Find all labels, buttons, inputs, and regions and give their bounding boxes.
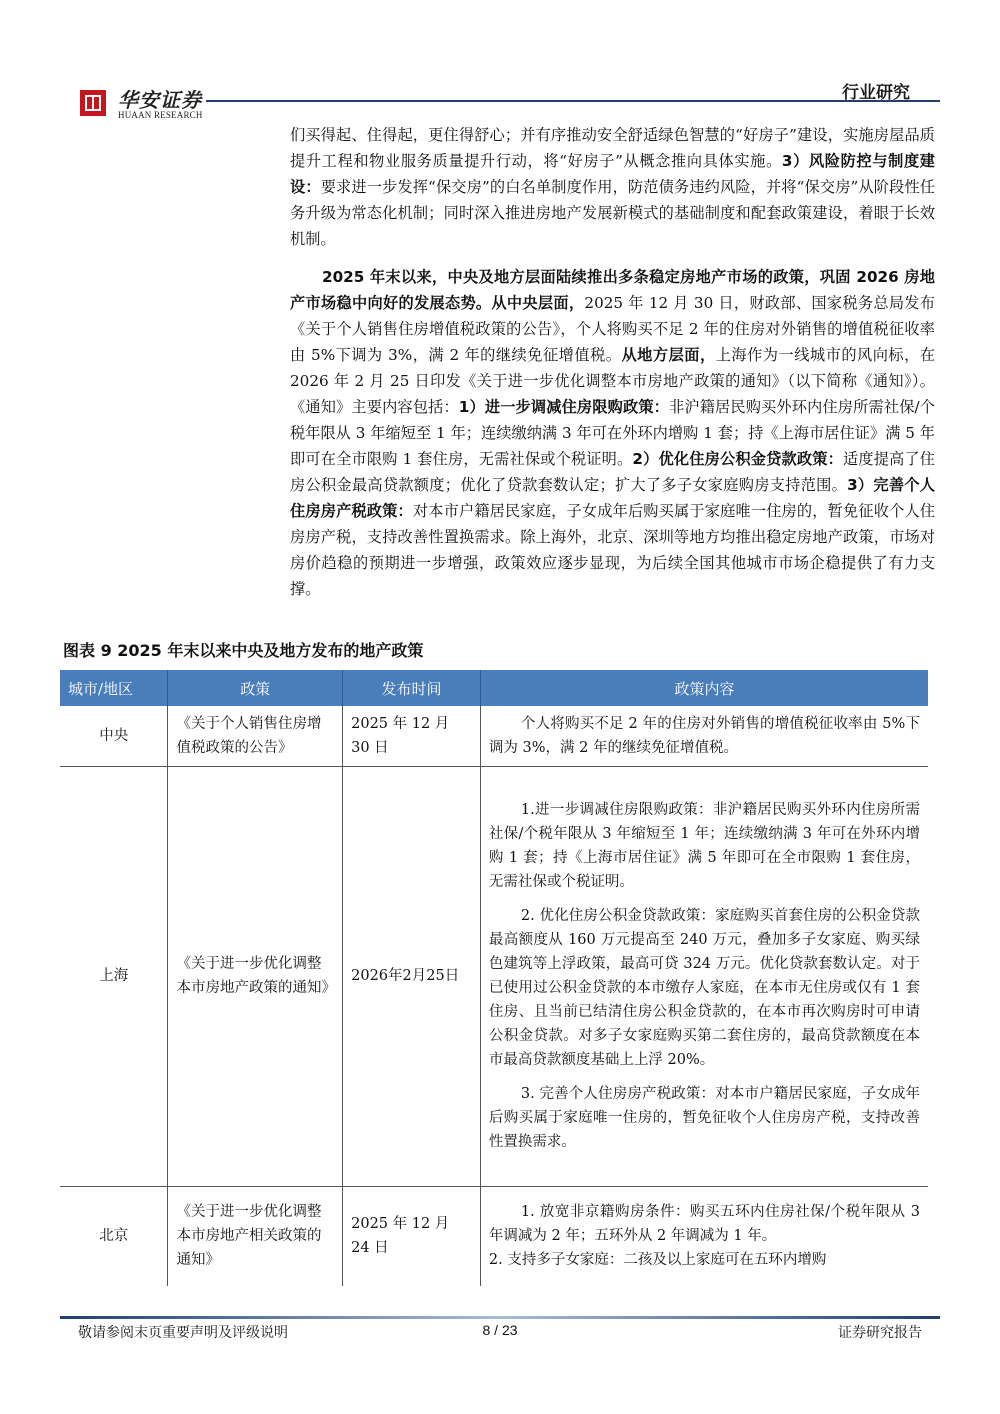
p2-bold-local: 从地方层面， <box>621 346 716 364</box>
p1-bold-heading: 3）风险防控与制度建设： <box>290 152 935 196</box>
footer-disclaimer: 敬请参阅末页重要声明及评级说明 <box>78 1325 288 1341</box>
cell-policy: 《关于进一步优化调整本市房地产相关政策的通知》 <box>168 1186 343 1286</box>
p2-text-item1: 非沪籍居民购买外环内住房所需社保/个税年限从 3 年缩短至 1 年；连续缴纳满 3 年可在外环内增购 1 套；持《上海市居住证》满 5 年即可在全市限购 1 套住房，无需社保或个税证明。 <box>290 398 935 468</box>
cell-date: 2025 年 12 月 30 日 <box>343 706 481 766</box>
page-header <box>60 82 940 122</box>
p2-text-item2: 适度提高了住房公积金最高贷款额度；优化了贷款套数认定；扩大了多子女家庭购房支持范围。 <box>290 450 935 494</box>
content-item: 2. 支持多子女家庭：二孩及以上家庭可在五环内增购 <box>488 1252 827 1269</box>
footer-divider <box>60 1316 940 1319</box>
cell-content <box>480 706 928 766</box>
content-item: 1. 放宽非京籍购房条件：购买五环内住房社保/个税年限从 3 年调减为 2 年；五环外从 2 年调减为 1 年。 <box>488 1204 920 1245</box>
table-row <box>60 706 928 766</box>
p2-bold-item3: 3）完善个人住房房产税政策： <box>290 476 935 520</box>
cell-region: 中央 <box>60 706 168 766</box>
content-item: 1.进一步调减住房限购政策：非沪籍居民购买外环内住房所需社保/个税年限从 3 年缩短至 1 年；连续缴纳满 3 年可在外环内增购 1 套；持《上海市居住证》满 5 年即可在全市限购 1 套住房，无需社保或个税证明。 <box>488 802 920 890</box>
logo-name-cn: 华安证券 <box>118 88 202 112</box>
p1-text-rest: 要求进一步发挥“保交房”的白名单制度作用，防范债务违约风险，并将“保交房”从阶段性任务升级为常态化机制；同时深入推进房地产发展新模式的基础制度和配套政策建设，着眼于长效机制。 <box>290 178 936 248</box>
cell-date: 2026年2月25日 <box>343 766 481 1186</box>
policy-table <box>60 670 928 1286</box>
cell-date: 2025 年 12 月 24 日 <box>343 1186 481 1286</box>
paragraph-2 <box>290 264 935 602</box>
col-header-region: 城市/地区 <box>60 670 168 706</box>
header-divider <box>206 100 940 102</box>
section-label: 行业研究 <box>842 83 910 103</box>
p2-bold-lead: 2025 年末以来，中央及地方层面陆续推出多条稳定房地产市场的政策，巩固 2026 房地产市场稳中向好的发展态势。从中央层面， <box>290 268 935 312</box>
col-header-policy: 政策 <box>168 670 343 706</box>
figure-title: 图表 9 2025 年末以来中央及地方发布的地产政策 <box>63 641 424 660</box>
p1-text: 们买得起、住得起，更住得舒心；并有序推动安全舒适绿色智慧的“好房子”建设，实施房屋品质提升工程和物业服务质量提升行动，将“好房子”从概念推向具体实施。 <box>290 126 935 170</box>
content-item: 2. 优化住房公积金贷款政策：家庭购买首套住房的公积金贷款最高额度从 160 万元提高至 240 万元，叠加多子女家庭、购买绿色建筑等上浮政策，最高可贷 324 万元。优化贷款套数认定。对于已使用过公积金贷款的本市缴存人家庭，在本市无住房或仅有 1 套住房、且当前已结清住房公积金贷款的，在本市再次购房时可申请公积金贷款。对多子女家庭购买第二套住房的，最高贷款额度在本市最高贷款额度基础上上浮 20%。 <box>488 908 920 1068</box>
table-header-row <box>60 670 928 706</box>
footer-doc-type: 证券研究报告 <box>838 1325 922 1341</box>
p2-bold-item1: 1）进一步调减住房限购政策： <box>458 398 670 416</box>
p2-text-shanghai: 上海作为一线城市的风向标，在 2026 年 2 月 25 日印发《关于进一步优化调整本市房地产政策的通知》（以下简称《通知》）。《通知》主要内容包括： <box>290 346 936 416</box>
logo-name-en: HUAAN RESEARCH <box>118 110 203 120</box>
content-item: 3. 完善个人住房房产税政策：对本市户籍居民家庭，子女成年后购买属于家庭唯一住房的，暂免征收个人住房房产税，支持改善性置换需求。 <box>488 1086 920 1150</box>
p2-bold-item2: 2）优化住房公积金贷款政策： <box>632 450 843 468</box>
cell-policy: 《关于个人销售住房增值税政策的公告》 <box>168 706 343 766</box>
cell-content <box>480 1186 928 1286</box>
huaan-logo-icon <box>80 90 106 116</box>
cell-region: 北京 <box>99 1228 129 1245</box>
p2-text-item3: 对本市户籍居民家庭，子女成年后购买属于家庭唯一住房的，暂免征收个人住房房产税，支持改善性置换需求。除上海外，北京、深圳等地方均推出稳定房地产政策，市场对房价趋稳的预期进一步增强，政策效应逐步显现，为后续全国其他城市市场企稳提供了有力支撑。 <box>290 502 936 598</box>
cell-policy: 《关于进一步优化调整本市房地产政策的通知》 <box>168 766 343 1186</box>
content-item: 个人将购买不足 2 年的住房对外销售的增值税征收率由 5%下调为 3%，满 2 年的继续免征增值税。 <box>488 715 920 756</box>
col-header-content: 政策内容 <box>480 670 928 706</box>
content-list <box>489 1200 920 1272</box>
cell-region: 上海 <box>60 766 168 1186</box>
page-number: 8 / 23 <box>482 1322 518 1338</box>
table-row <box>60 766 928 1186</box>
col-header-date: 发布时间 <box>343 670 481 706</box>
p2-text: 2025 年 12 月 30 日，财政部、国家税务总局发布《关于个人销售住房增值税政策的公告》，个人将购买不足 2 年的住房对外销售的增值税征收率由 5%下调为 3%，满 2 年的继续免征增值税。 <box>290 294 935 364</box>
paragraph-1 <box>290 122 935 252</box>
cell-content <box>480 766 928 1186</box>
table-row <box>60 1186 928 1286</box>
